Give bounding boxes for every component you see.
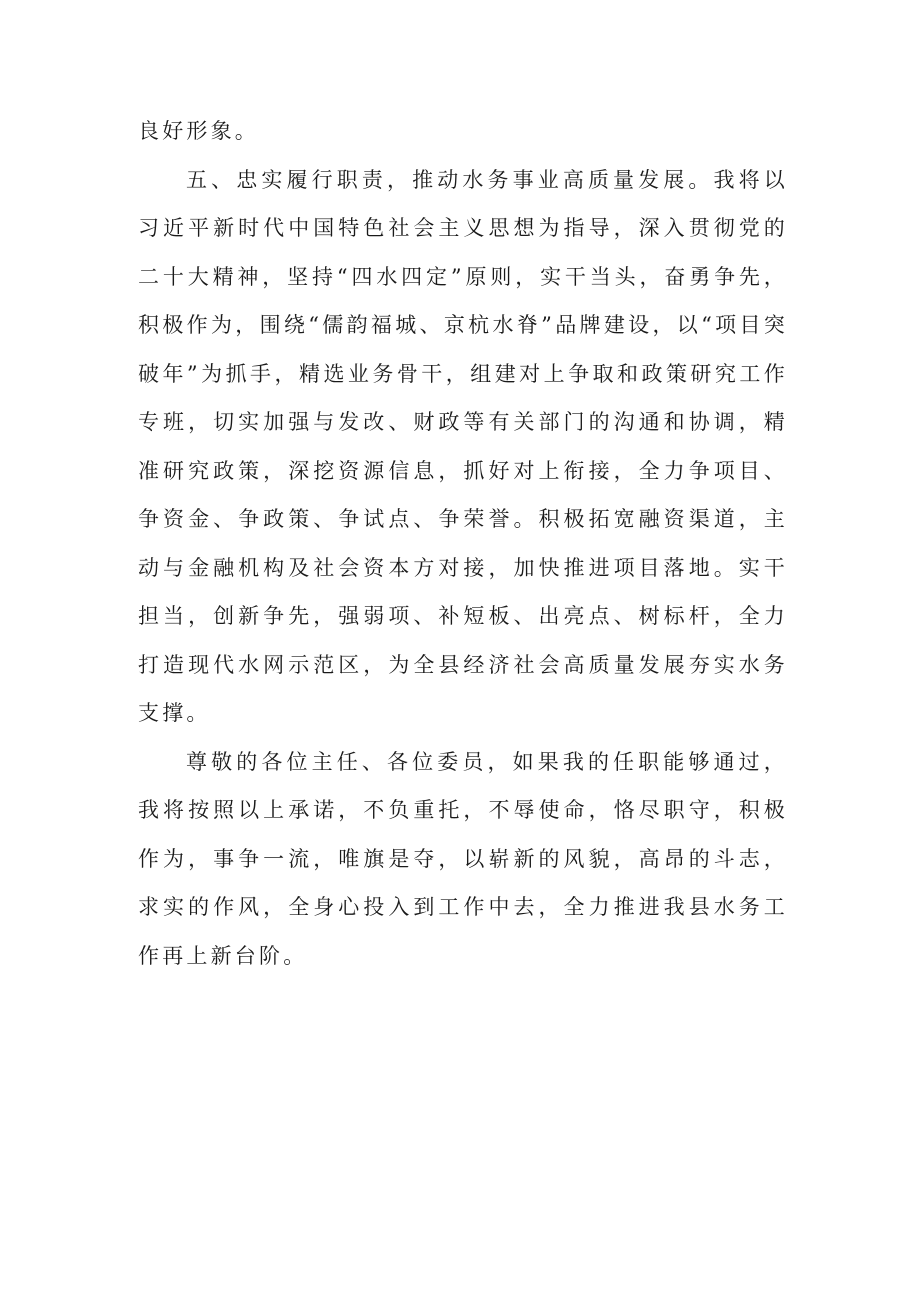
paragraph-continuation: 良好形象。: [138, 119, 259, 143]
paragraph-closing: 尊敬的各位主任、各位委员，如果我的任职能够通过，我将按照以上承诺，不负重托，不辱使命，恪尽职守，积极作为，事争一流，唯旗是夺，以崭新的风貌，高昂的斗志，求实的作风，全身心投入到工作中去，全力推进我县水务工作再上新台阶。: [138, 749, 788, 968]
paragraph-section-five: 五、忠实履行职责，推动水务事业高质量发展。我将以习近平新时代中国特色社会主义思想为指导，深入贯彻党的二十大精神，坚持“四水四定”原则，实干当头，奋勇争先，积极作为，围绕“儒韵福城、京杭水脊”品牌建设，以“项目突破年”为抓手，精选业务骨干，组建对上争取和政策研究工作专班，切实加强与发改、财政等有关部门的沟通和协调，精准研究政策，深挖资源信息，抓好对上衔接，全力争项目、争资金、争政策、争试点、争荣誉。积极拓宽融资渠道，主动与金融机构及社会资本方对接，加快推进项目落地。实干担当，创新争先，强弱项、补短板、出亮点、树标杆，全力打造现代水网示范区，为全县经济社会高质量发展夯实水务支撑。: [138, 167, 788, 725]
document-body: [138, 107, 788, 980]
